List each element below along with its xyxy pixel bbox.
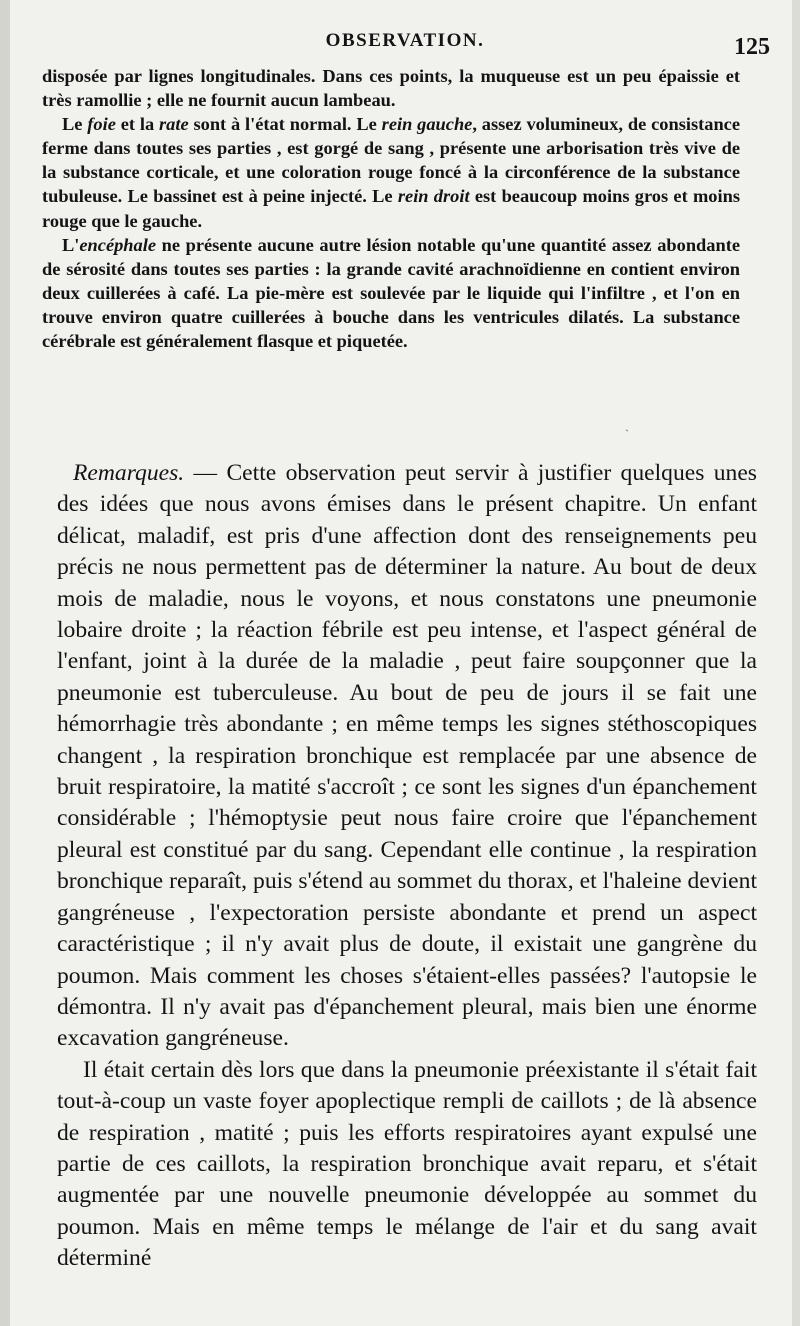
term-encephale: encéphale (79, 234, 156, 255)
paragraph-remarques: Remarques. — Cette observation peut servir à justifier quelques unes des idées que nous avons émises dans le présent chapitre. Un enfant délicat, maladif, est pris d'une affection dont des renseignements peu précis ne nous permettent pas de déterminer la nature. Au bout de deux mois de maladie, nous le voyons, et nous constatons une pneumonie lobaire droite ; la réaction fébrile est peu intense, et l'aspect général de l'enfant, joint à la durée de la maladie , peut faire soupçonner que la pneumonie est tuberculeuse. Au bout de peu de jours il se fait une hémorrhagie très abondante ; en même temps les signes stéthoscopiques changent , la respiration bronchique est remplacée par une absence de bruit respiratoire, la matité s'accroît ; ce sont les signes d'un épanchement considérable ; l'hémoptysie peut nous faire croire que l'épanchement pleural est constitué par du sang. Cependant elle continue , la respiration bronchique reparaît, puis s'étend au sommet du thorax, et l'haleine devient gangréneuse , l'expectoration persiste abondante et prend un aspect caractéristique ; il n'y avait plus de doute, il existait une gangrène du poumon. Mais comment les choses s'étaient-elles passées? l'autopsie le démontra. Il n'y avait pas d'épanchement pleural, mais bien une énorme excavation gangréneuse. (57, 460, 757, 1052)
paragraph-mucosa: disposée par lignes longitudinales. Dans ces points, la muqueuse est un peu épaissie et très ramollie ; elle ne fournit aucun lambeau. (42, 66, 740, 111)
paragraph-conclusion: Il était certain dès lors que dans la pneumonie préexistante il s'était fait tout-à-coup un vaste foyer apoplectique rempli de caillots ; de là absence de respiration , matité ; puis les efforts respiratoires ayant expulsé une partie de ces caillots, la respiration bronchique avait reparu, et s'était augmentée par une nouvelle pneumonie développée au sommet du poumon. Mais en même temps le mélange de l'air et du sang avait déterminé (57, 1056, 757, 1272)
running-head: OBSERVATION. (325, 30, 485, 51)
term-rate: rate (159, 114, 189, 135)
page-header (40, 30, 770, 60)
autopsy-findings-block (42, 64, 740, 353)
term-rein-droit: rein droit (397, 186, 470, 207)
page-number: 125 (734, 34, 770, 60)
remarks-block (57, 458, 757, 1275)
paragraph-encephale: L'encéphale ne présente aucune autre lésion notable qu'une quantité assez abondante de sérosité dans toutes ses parties : la grande cavité arachnoïdienne en contient environ deux cuillerées à café. La pie-mère est soulevée par le liquide qui l'infiltre , et l'on en trouve environ quatre cuillerées à bouche dans les ventricules dilatés. La substance cérébrale est généralement flasque et piquetée. (42, 234, 740, 352)
stray-mark: ˏ (625, 418, 629, 432)
remarques-heading: Remarques. (73, 460, 185, 486)
paragraph-organs: Le foie et la rate sont à l'état normal. Le rein gauche, assez volumineux, de consistance ferme dans toutes ses parties , est gorgé de sang , présente une arborisation très vive de la substance corticale, et une coloration rouge foncé à la circonférence de la substance tubuleuse. Le bassinet est à peine injecté. Le rein droit est beaucoup moins gros et moins rouge que le gauche. (42, 114, 740, 231)
term-rein-gauche: rein gauche (381, 114, 473, 135)
page-edge-left (0, 0, 10, 1326)
page-edge-right (792, 0, 800, 1326)
term-foie: foie (87, 114, 116, 135)
